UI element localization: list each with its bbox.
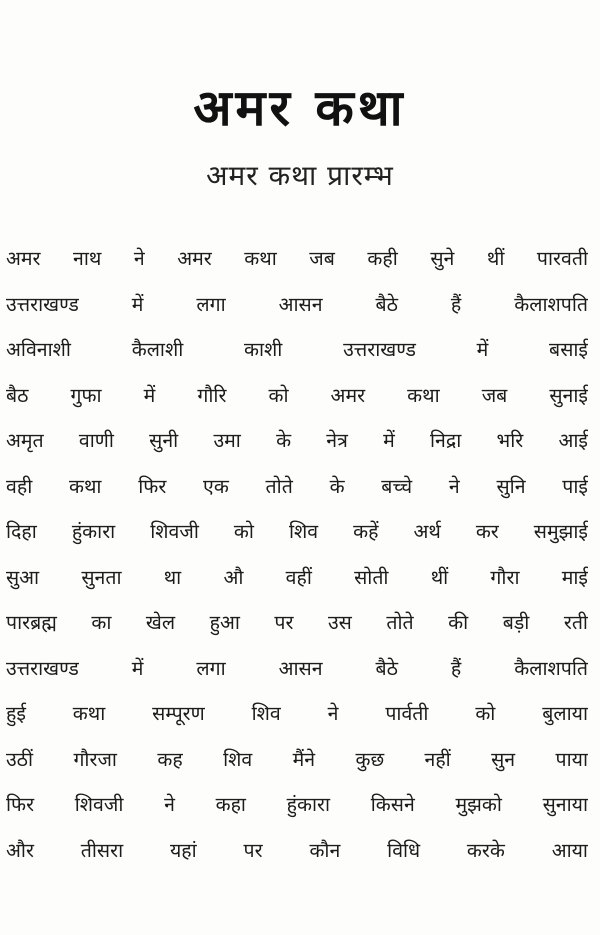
verse-line: सुआ सुनता था औ वहीं सोती थीं गौरा माई <box>6 565 588 589</box>
verse-line: वही कथा फिर एक तोते के बच्चे ने सुनि पाई <box>6 474 588 498</box>
verse-line: उत्तराखण्ड में लगा आसन बैठे हैं कैलाशपति <box>6 656 588 680</box>
verse-line: उठीं गौरजा कह शिव मैंने कुछ नहीं सुन पाया <box>6 747 588 771</box>
verse-line: उत्तराखण्ड में लगा आसन बैठे हैं कैलाशपति <box>6 292 588 316</box>
verse-line: और तीसरा यहां पर कौन विधि करके आया <box>6 838 588 862</box>
verse-line: अमृत वाणी सुनी उमा के नेत्र में निद्रा भरि आई <box>6 429 588 452</box>
section-heading: अमर कथा प्रारम्भ <box>206 159 394 192</box>
verse-line: अमर नाथ ने अमर कथा जब कही सुने थीं पारवती <box>6 247 588 270</box>
verse-line: दिहा हुंकारा शिवजी को शिव कहें अर्थ कर समुझाई <box>6 520 588 543</box>
verse-line: अविनाशी कैलाशी काशी उत्तराखण्ड में बसाई <box>6 338 588 361</box>
verse-line: फिर शिवजी ने कहा हुंकारा किसने मुझको सुनाया <box>6 793 588 816</box>
verse-line: पारब्रह्म का खेल हुआ पर उस तोते की बड़ी रती <box>6 611 588 634</box>
verse-line: बैठ गुफा में गौरि को अमर कथा जब सुनाई <box>6 383 588 407</box>
verse-line: हुई कथा सम्पूरण शिव ने पार्वती को बुलाया <box>6 702 588 725</box>
verse-block <box>6 241 588 878</box>
page-title: अमर कथा <box>193 79 407 137</box>
